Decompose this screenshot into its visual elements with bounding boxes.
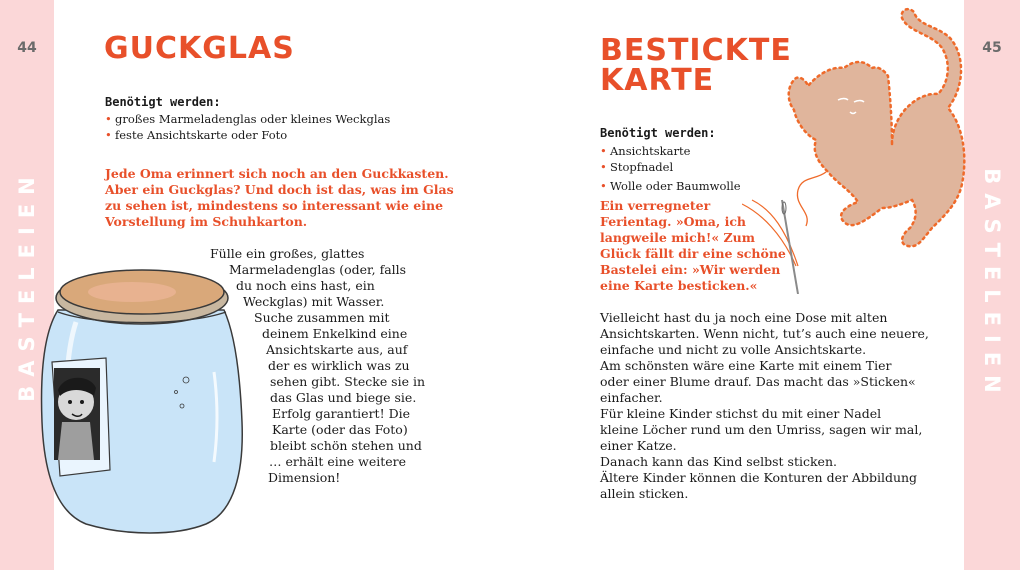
body-line: du noch eins hast, ein [236, 278, 375, 293]
body-line: Fülle ein großes, glattes [210, 246, 365, 261]
body-line: Dimension! [268, 470, 341, 485]
body-line: deinem Enkelkind eine [262, 326, 408, 341]
side-label-right: BASTELEIEN [980, 168, 1004, 402]
body-line: Weckglas) mit Wasser. [243, 294, 385, 309]
body-line: Karte (oder das Foto) [272, 422, 408, 437]
right-needed-list [600, 143, 741, 194]
right-body-text [600, 310, 929, 502]
body-line: Danach kann das Kind selbst sticken. [600, 454, 837, 469]
body-line: das Glas und biege sie. [270, 390, 417, 405]
intro-line: Ein verregneter [600, 198, 711, 213]
intro-line: Jede Oma erinnert sich noch an den Guckkasten. [105, 166, 449, 181]
intro-line: langweile mich!« Zum [600, 230, 755, 245]
body-line: einer Katze. [600, 438, 677, 453]
left-needed-heading: Benötigt werden: [105, 95, 221, 109]
intro-line: Glück fällt dir eine schöne [600, 246, 786, 261]
intro-line: Bastelei ein: »Wir werden [600, 262, 781, 277]
body-line: einfache und nicht zu volle Ansichtskarte. [600, 342, 867, 357]
intro-line: Ferientag. »Oma, ich [600, 214, 747, 229]
intro-line: Aber ein Guckglas? Und doch ist das, was im Glas [105, 182, 454, 197]
list-item: • großes Marmeladenglas oder kleines Weckglas [105, 111, 390, 127]
body-line: Am schönsten wäre eine Karte mit einem Tier [600, 358, 892, 373]
list-item: • Stopfnadel [600, 159, 741, 175]
title-line: BESTICKTE [600, 33, 792, 68]
intro-line: Vorstellung im Schuhkarton. [105, 214, 308, 229]
body-line: Ansichtskarte aus, auf [266, 342, 408, 357]
body-line: Ansichtskarten. Wenn nicht, tut’s auch eine neuere, [600, 326, 929, 341]
body-line: oder einer Blume drauf. Das macht das »Sticken« [600, 374, 916, 389]
body-line: allein sticken. [600, 486, 689, 501]
list-item: • Ansichtskarte [600, 143, 741, 159]
body-line: sehen gibt. Stecke sie in [270, 374, 426, 389]
right-needed-heading: Benötigt werden: [600, 126, 716, 140]
body-line: kleine Löcher rund um den Umriss, sagen wir mal, [600, 422, 923, 437]
body-line: Suche zusammen mit [254, 310, 390, 325]
body-line: Vielleicht hast du ja noch eine Dose mit alten [600, 310, 888, 325]
body-line: Ältere Kinder können die Konturen der Abbildung [600, 470, 918, 485]
left-intro [105, 166, 454, 230]
body-line: Erfolg garantiert! Die [272, 406, 410, 421]
list-item: • Wolle oder Baumwolle [600, 178, 741, 194]
body-line: einfacher. [600, 390, 663, 405]
page-number-left: 44 [17, 40, 37, 56]
embroidered-cat-illustration [742, 4, 974, 294]
side-label-left: BASTELEIEN [15, 168, 39, 402]
body-line: bleibt schön stehen und [270, 438, 422, 453]
body-line: der es wirklich was zu [268, 358, 410, 373]
intro-line: eine Karte besticken.« [600, 278, 758, 293]
left-needed-list [105, 111, 390, 143]
left-page-title: GUCKGLAS [104, 31, 295, 66]
body-line: … erhält eine weitere [269, 454, 407, 469]
title-line: KARTE [600, 63, 715, 98]
intro-line: zu sehen ist, mindestens so interessant wie eine [105, 198, 444, 213]
list-item: • feste Ansichtskarte oder Foto [105, 127, 390, 143]
page-number-right: 45 [982, 40, 1002, 56]
body-line: Für kleine Kinder stichst du mit einer Nadel [600, 406, 882, 421]
left-body-text [206, 246, 428, 486]
body-line: Marmeladenglas (oder, falls [229, 262, 407, 277]
